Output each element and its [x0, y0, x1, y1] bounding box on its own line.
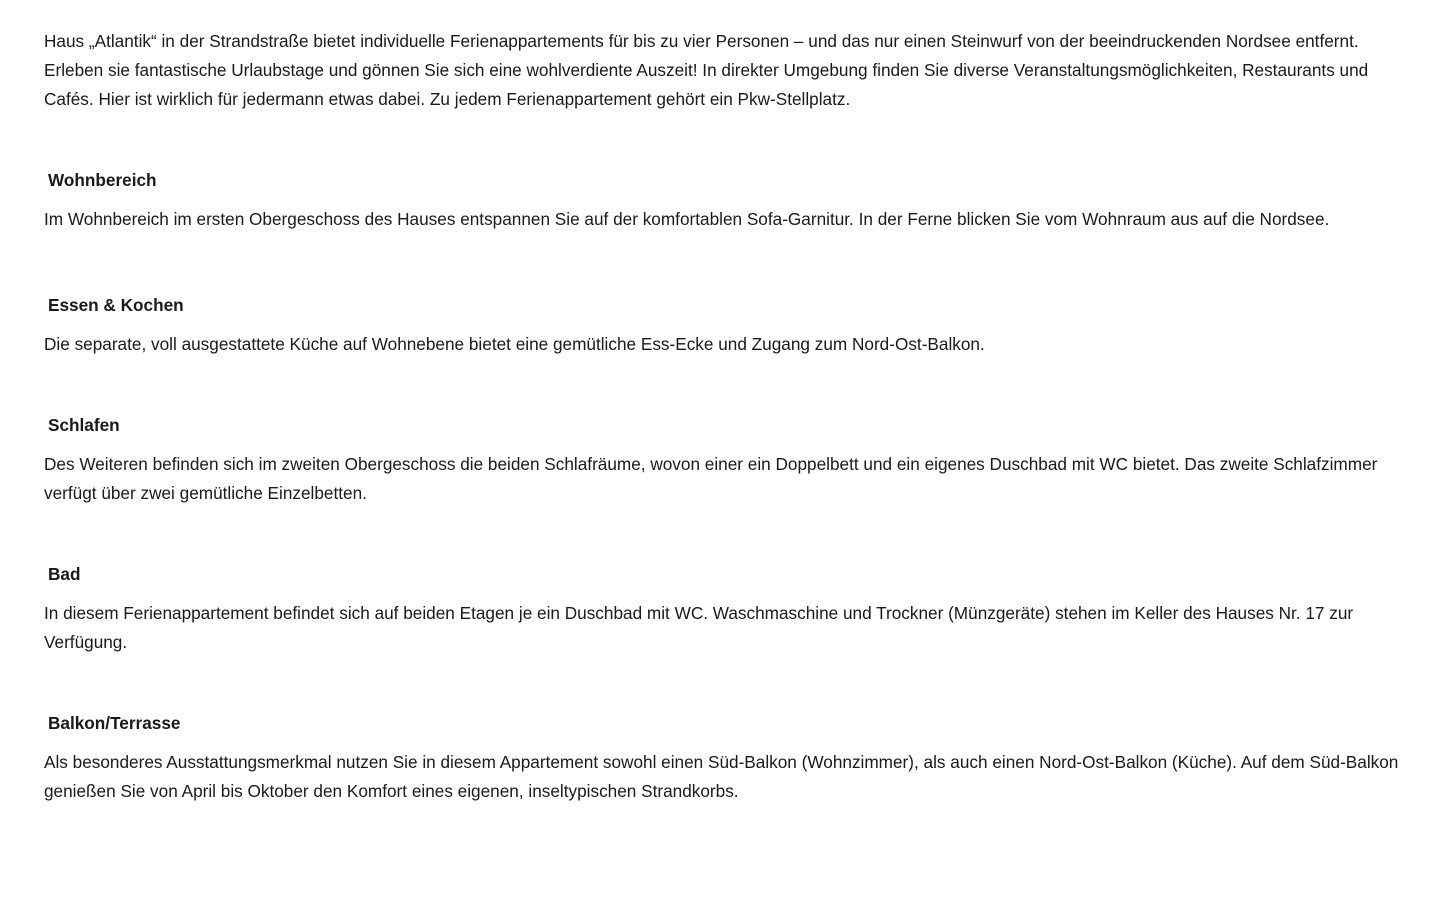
section-heading-balkon-terrasse: Balkon/Terrasse	[48, 713, 181, 733]
section-heading-wohnbereich: Wohnbereich	[48, 170, 157, 190]
section-heading-bad: Bad	[48, 564, 81, 584]
section-heading-schlafen: Schlafen	[48, 415, 120, 435]
section-wohnbereich	[44, 169, 1404, 234]
section-heading-essen-kochen: Essen & Kochen	[48, 295, 184, 315]
intro-paragraph: Haus „Atlantik“ in der Strandstraße bietet individuelle Ferienappartements für bis zu vier Personen – und das nur einen Steinwurf von der beeindruckenden Nordsee entfernt. Erleben sie fantastische Urlaubstage und gönnen Sie sich eine wohlverdiente Auszeit! In direkter Umgebung finden Sie diverse Veranstaltungsmöglichkeiten, Restaurants und Cafés. Hier ist wirklich für jedermann etwas dabei. Zu jedem Ferienappartement gehört ein Pkw-Stellplatz.	[44, 31, 1369, 109]
section-schlafen	[44, 414, 1404, 508]
section-bad	[44, 563, 1404, 657]
section-body-essen-kochen: Die separate, voll ausgestattete Küche auf Wohnebene bietet eine gemütliche Ess-Ecke und Zugang zum Nord-Ost-Balkon.	[44, 334, 985, 354]
section-balkon-terrasse	[44, 712, 1404, 806]
section-body-wohnbereich: Im Wohnbereich im ersten Obergeschoss des Hauses entspannen Sie auf der komfortablen Sofa-Garnitur. In der Ferne blicken Sie vom Wohnraum aus auf die Nordsee.	[44, 209, 1330, 229]
section-body-schlafen: Des Weiteren befinden sich im zweiten Obergeschoss die beiden Schlafräume, wovon einer ein Doppelbett und ein eigenes Duschbad mit WC bietet. Das zweite Schlafzimmer verfügt über zwei gemütliche Einzelbetten.	[44, 454, 1378, 503]
section-body-balkon-terrasse: Als besonderes Ausstattungsmerkmal nutzen Sie in diesem Appartement sowohl einen Süd-Balkon (Wohnzimmer), als auch einen Nord-Ost-Balkon (Küche). Auf dem Süd-Balkon genießen Sie von April bis Oktober den Komfort eines eigenen, inseltypischen Strandkorbs.	[44, 752, 1399, 801]
section-essen-kochen	[44, 294, 1404, 359]
section-body-bad: In diesem Ferienappartement befindet sich auf beiden Etagen je ein Duschbad mit WC. Waschmaschine und Trockner (Münzgeräte) stehen im Keller des Hauses Nr. 17 zur Verfügung.	[44, 603, 1354, 652]
document-body	[44, 27, 1404, 806]
